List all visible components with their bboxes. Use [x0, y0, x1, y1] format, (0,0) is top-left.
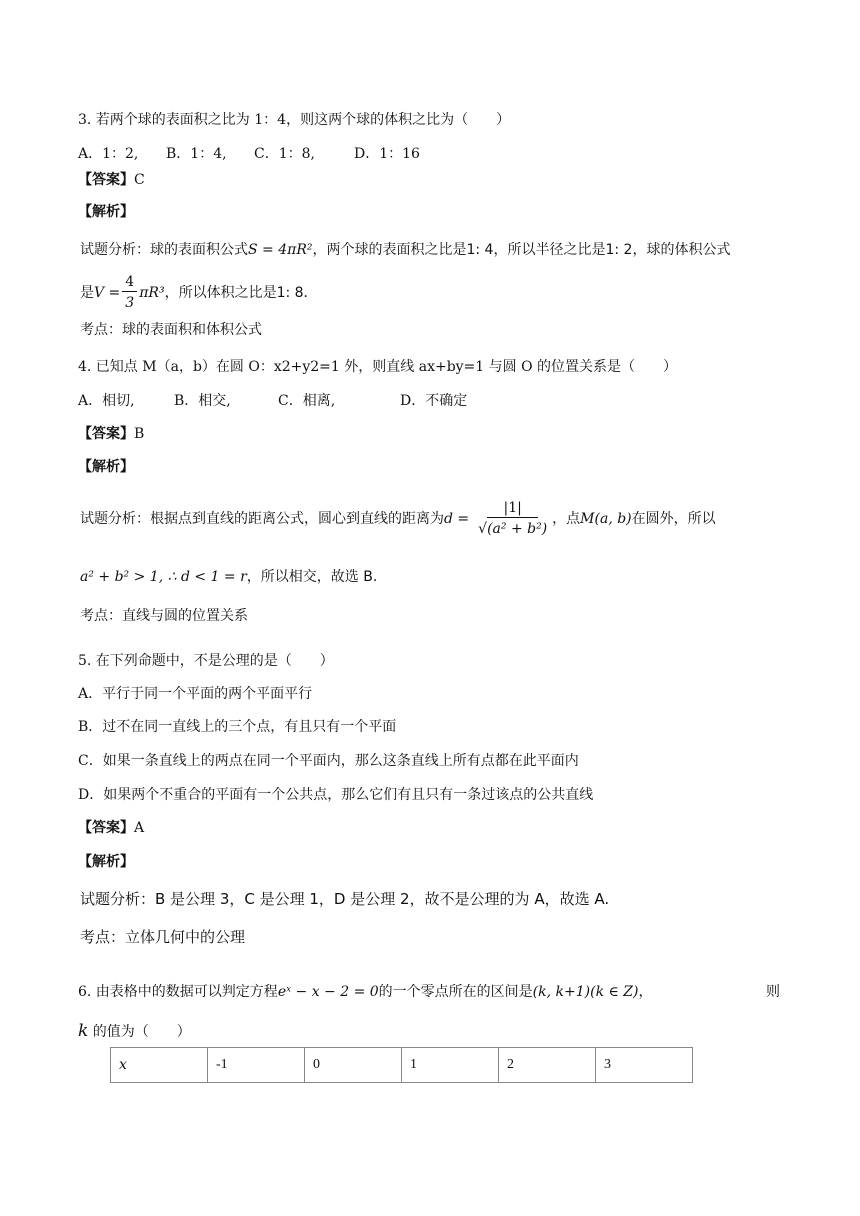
q6-value-table [110, 1047, 693, 1083]
q3-kaodian: 考点：球的表面积和体积公式 [80, 322, 262, 338]
analysis-text: 试题分析：球的表面积公式 [80, 242, 248, 258]
analysis-text: 是 [80, 285, 94, 301]
q5-option-a: A．平行于同一个平面的两个平面平行 [78, 686, 313, 702]
question-text: ， [638, 984, 653, 1000]
fraction-numerator: |1| [487, 499, 537, 518]
outside-condition: a² + b² > 1, ∴ d < 1 = r [80, 569, 247, 585]
fraction-4-3 [122, 273, 137, 314]
q3-option-d: D．1：16 [354, 146, 420, 162]
question-text: 6. 由表格中的数据可以判定方程 [78, 984, 278, 1000]
table-cell: -1 [208, 1048, 305, 1083]
q5-analysis: 试题分析：B 是公理 3，C 是公理 1，D 是公理 2，故不是公理的为 A，故选 A. [80, 890, 610, 908]
answer-tag: 【答案】 [78, 820, 134, 836]
q4-option-b: B．相交, [174, 393, 231, 409]
q4-question: 4. 已知点 M（a，b）在圆 O：x2+y2=1 外，则直线 ax+by=1 与圆 O 的位置关系是（ ） [78, 359, 678, 375]
q5-option-d: D．如果两个不重合的平面有一个公共点，那么它们有且只有一条过该点的公共直线 [78, 787, 594, 803]
analysis-text: 试题分析：根据点到直线的距离公式，圆心到直线的距离为 [80, 511, 444, 527]
table-cell: x [111, 1048, 208, 1083]
sphere-area-formula: S = 4πR² [248, 242, 313, 258]
q3-analysis-line1 [80, 240, 730, 260]
q4-option-a: A．相切, [78, 393, 135, 409]
q4-analysis-line2 [80, 567, 377, 587]
q4-option-d: D．不确定 [400, 393, 468, 409]
q4-options [78, 391, 467, 411]
q3-analysis-line2 [80, 272, 318, 314]
q6-question-tail: 则 [766, 984, 780, 1000]
distance-fraction [475, 499, 550, 540]
q5-analysis-tag: 【解析】 [78, 854, 134, 870]
q3-option-c: C．1：8, [254, 146, 315, 162]
equation: eˣ − x − 2 = 0 [277, 984, 379, 1000]
analysis-text: ，所以体积之比是1: 8． [164, 285, 318, 301]
analysis-text: 在圆外，所以 [631, 511, 716, 527]
q3-options [78, 144, 420, 164]
q3-option-b: B．1：4, [166, 146, 227, 162]
point-m: M(a, b) [580, 511, 632, 527]
q4-answer [78, 424, 144, 444]
table-cell: 1 [402, 1048, 499, 1083]
q5-option-b: B．过不在同一直线上的三个点，有且只有一个平面 [78, 719, 397, 735]
fraction-denominator: 3 [125, 294, 135, 311]
analysis-text: ，所以相交，故选 B. [246, 569, 378, 585]
q5-answer [78, 818, 144, 838]
table-cell: 0 [305, 1048, 402, 1083]
answer-value: A [134, 820, 145, 836]
q4-analysis-tag: 【解析】 [78, 459, 134, 475]
q3-question: 3. 若两个球的表面积之比为 1：4，则这两个球的体积之比为（ ） [78, 112, 511, 128]
question-text: 的一个零点所在的区间是 [378, 984, 533, 1000]
table-cell: 3 [596, 1048, 693, 1083]
q3-answer [78, 170, 145, 190]
q5-question: 5. 在下列命题中，不是公理的是（ ） [78, 653, 334, 669]
analysis-text: ，点 [552, 511, 581, 527]
sphere-volume-rhs: πR³ [139, 285, 165, 301]
question-text: 的值为（ ） [88, 1024, 191, 1040]
answer-tag: 【答案】 [78, 172, 134, 188]
table-row [111, 1048, 693, 1083]
sphere-volume-lhs: V = [94, 285, 121, 301]
answer-tag: 【答案】 [78, 426, 134, 442]
analysis-text: ，两个球的表面积之比是1: 4，所以半径之比是1: 2，球的体积公式 [312, 242, 731, 258]
q5-option-c: C．如果一条直线上的两点在同一个平面内，那么这条直线上所有点都在此平面内 [78, 753, 579, 769]
q3-option-a: A．1：2, [78, 146, 139, 162]
q6-question-line1 [78, 982, 653, 1002]
q4-kaodian: 考点：直线与圆的位置关系 [80, 608, 248, 624]
q3-analysis-tag: 【解析】 [78, 204, 134, 220]
q4-option-c: C．相离, [278, 393, 336, 409]
distance-lhs: d = [444, 511, 470, 527]
q5-kaodian: 考点：立体几何中的公理 [80, 928, 246, 946]
q6-question-line2 [78, 1021, 191, 1042]
fraction-numerator: 4 [122, 273, 137, 292]
answer-value: B [134, 426, 145, 442]
variable-k: k [78, 1021, 89, 1041]
q4-analysis-line1 [80, 494, 716, 544]
fraction-denominator: √(a² + b²) [478, 520, 548, 537]
interval: (k, k+1)(k ∈ Z) [532, 984, 639, 1000]
table-cell: 2 [499, 1048, 596, 1083]
answer-value: C [134, 172, 145, 188]
